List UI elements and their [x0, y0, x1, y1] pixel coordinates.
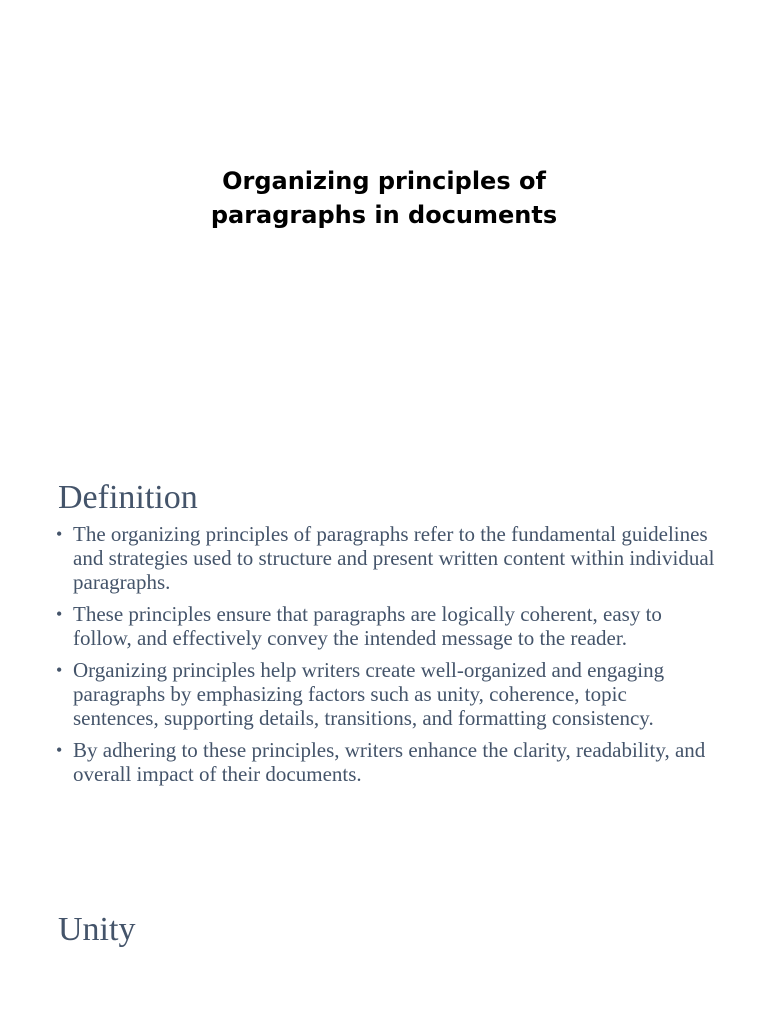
- bullet-dot-icon: •: [56, 660, 63, 680]
- bullet-item: [56, 738, 716, 786]
- bullet-text: By adhering to these principles, writers enhance the clarity, readability, and overall impact of their documents.: [73, 738, 706, 786]
- slide-title-line-2: paragraphs in documents: [210, 201, 558, 230]
- bullet-text: The organizing principles of paragraphs refer to the fundamental guidelines and strategies used to structure and present written content within individual paragraphs.: [73, 522, 715, 594]
- slide-title-line-1: Organizing principles of: [222, 167, 546, 196]
- definition-slide: [0, 470, 768, 870]
- bullet-item: [56, 658, 716, 730]
- bullet-dot-icon: •: [56, 604, 63, 624]
- unity-slide: [0, 900, 768, 1024]
- bullet-text: These principles ensure that paragraphs are logically coherent, easy to follow, and effectively convey the intended message to the reader.: [73, 602, 662, 650]
- definition-bullet-list: [56, 522, 716, 794]
- slide-title: [0, 164, 768, 232]
- bullet-text: Organizing principles help writers create well-organized and engaging paragraphs by emphasizing factors such as unity, coherence, topic sentences, supporting details, transitions, and formatting consistency.: [73, 658, 665, 730]
- bullet-item: [56, 602, 716, 650]
- title-slide: [0, 0, 768, 432]
- bullet-dot-icon: •: [56, 740, 63, 760]
- bullet-dot-icon: •: [56, 524, 63, 544]
- definition-heading: Definition: [58, 479, 198, 516]
- unity-heading: Unity: [58, 911, 136, 948]
- bullet-item: [56, 522, 716, 594]
